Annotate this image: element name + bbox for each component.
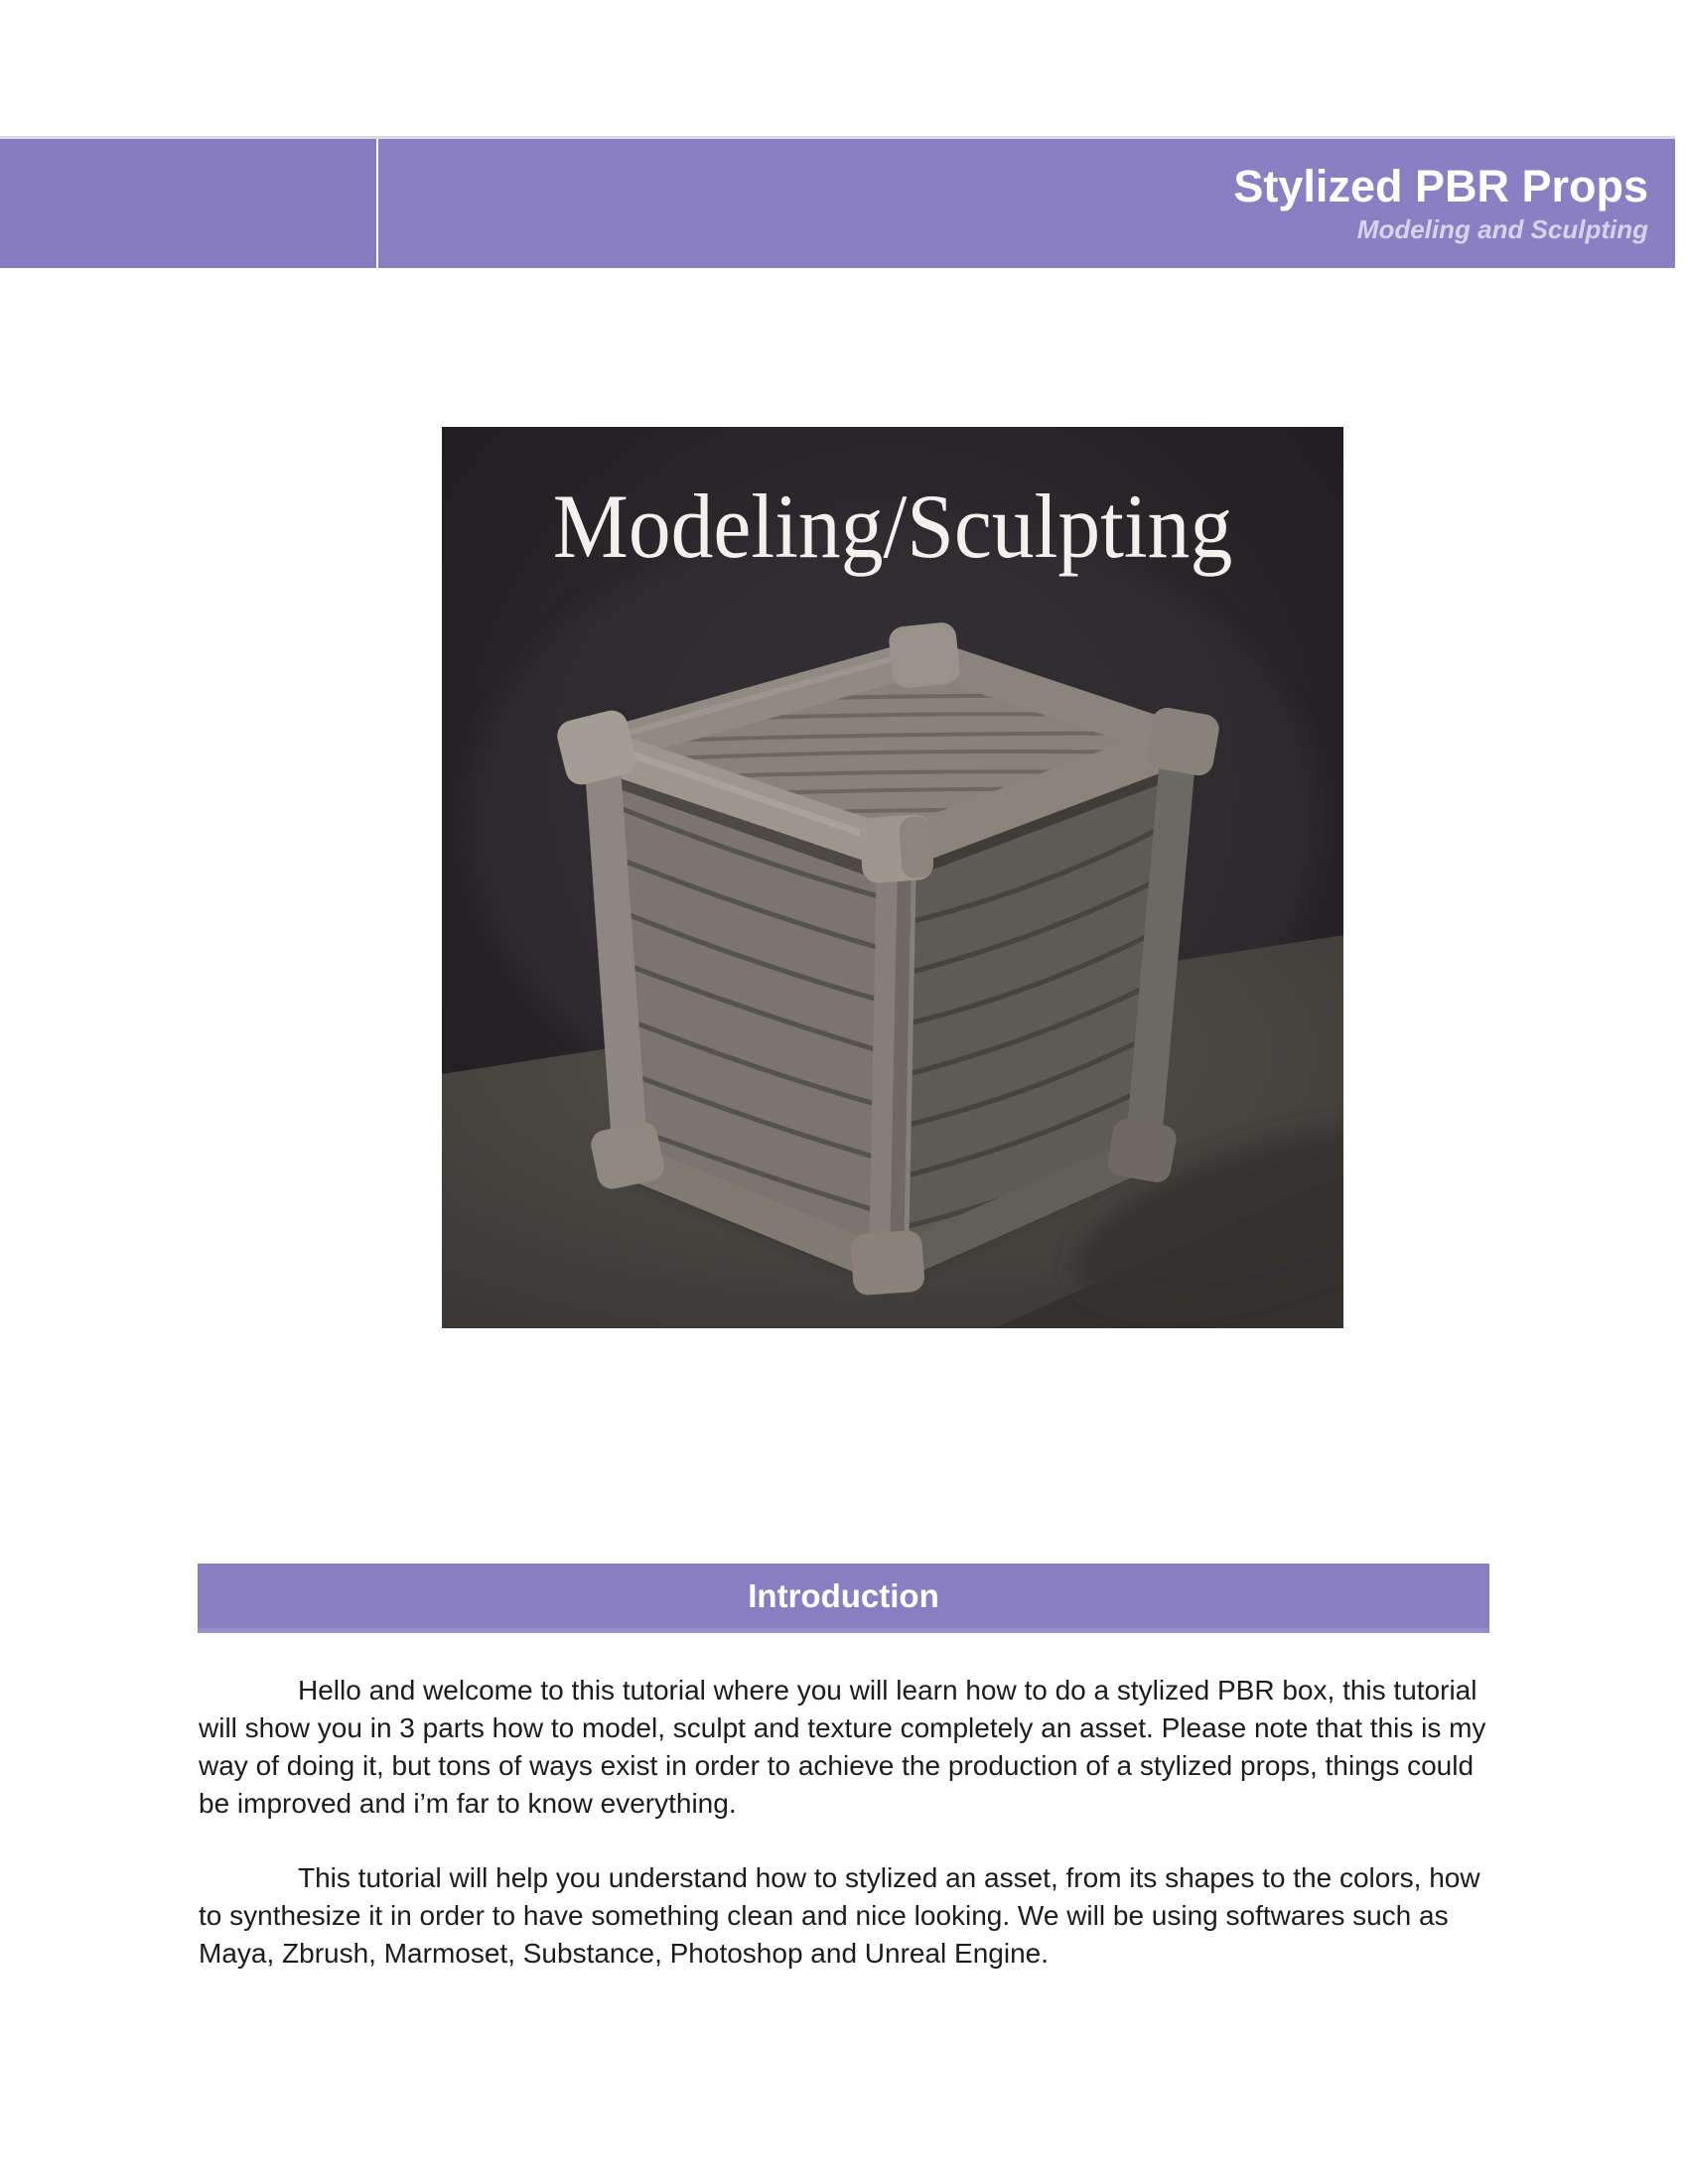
section-heading-bar: [198, 1564, 1489, 1633]
paragraph-1: Hello and welcome to this tutorial where you will learn how to do a stylized PBR box, this tutorial will show you in 3 parts how to model, sculpt and texture completely an asset. Please note that this is my way of doing it, but tons of ways exist in order to achieve the production of a stylized props, things could be improved and i’m far to know everything.: [199, 1675, 1486, 1819]
document-subtitle: Modeling and Sculpting: [1356, 214, 1648, 245]
header-banner: [0, 136, 1675, 268]
paragraph-2: This tutorial will help you understand how to stylized an asset, from its shapes to the colors, how to synthesize it in order to have something clean and nice looking. We will be using softwares such as Maya, Zbrush, Marmoset, Substance, Photoshop and Unreal Engine.: [199, 1862, 1480, 1969]
banner-right-panel: [378, 139, 1675, 268]
section-heading: Introduction: [748, 1576, 939, 1614]
hero-caption: Modeling/Sculpting: [552, 476, 1233, 577]
document-title: Stylized PBR Props: [1233, 160, 1648, 211]
banner-left-panel: [0, 139, 376, 268]
hero-image: [442, 427, 1343, 1328]
body-text: [199, 1672, 1489, 2009]
